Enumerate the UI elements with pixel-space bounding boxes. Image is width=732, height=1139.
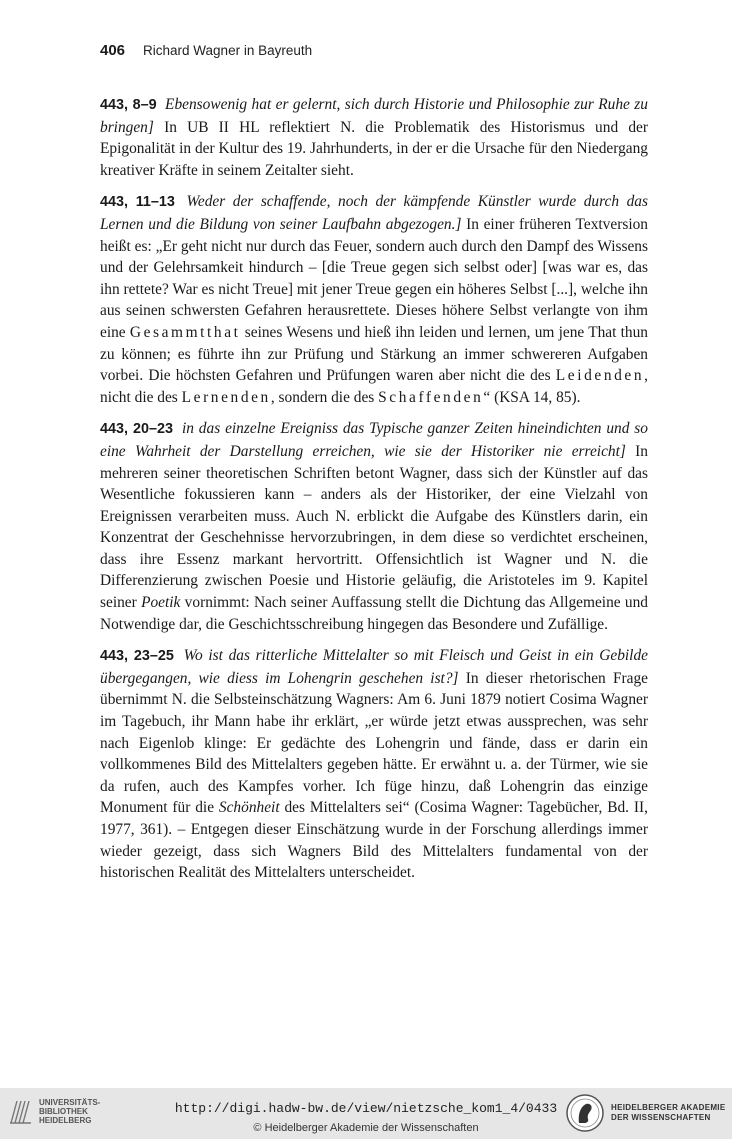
- commentary-text: In mehreren seiner theoretischen Schriften betont Wagner, dass sich der Künstler auf das Wesentliche fokussieren kann – anders als der Historiker, der eine Vielzahl von Ereignissen verarbeiten muss. Auch N. erblickt die Aufgabe des Künstlers darin, ein Konzentrat der Geschehnisse hervorzubringen, in dem diese so verdichtet erscheinen, dass ihre Essenz markant hervortritt. Offensichtlich ist Wagner und N. die Differenzierung zwischen Poesie und Historie geläufig, die Aristoteles im 9. Kapitel seiner: [100, 442, 648, 612]
- library-logo-line: BIBLIOTHEK: [39, 1106, 88, 1116]
- academy-logo-line: DER WISSENSCHAFTEN: [611, 1113, 711, 1122]
- spaced-emphasis: Lernenden: [181, 388, 271, 406]
- academy-logo: [565, 1093, 725, 1133]
- commentary-text: vornimmt: Nach seiner Auffassung stellt die Dichtung das Allgemeine und Notwendige dar, die Geschichtsschreibung hingegen das Besondere und Zufällige.: [100, 594, 648, 633]
- running-title: Richard Wagner in Bayreuth: [143, 43, 313, 58]
- line-reference: 443, 8–9: [100, 97, 157, 113]
- commentary-text: des Mittelalters sei“ (Cosima Wagner: Tagebücher, Bd. II, 1977, 361). – Entgegen dieser Einschätzung wurde in der Forschung allerdings immer wieder gezeigt, dass sich Wagners Bild des Mittelalters fundamental von der historischen Realität des Mittelalters unterscheidet.: [100, 799, 648, 882]
- academy-seal-icon: [565, 1093, 605, 1133]
- commentary-text: seines Wesens und hieß ihn leiden und lernen, um jene That thun zu können; es führte ihn zur Prüfung und Stärkung an immer schwereren Aufgaben vorbei. Die höchsten Gefahren und Prüfungen waren aber nicht die des: [100, 323, 648, 385]
- page-header: [100, 42, 648, 66]
- spaced-emphasis: Leidenden: [555, 367, 645, 385]
- commentary-body: [100, 94, 648, 894]
- line-reference: 443, 23–25: [100, 648, 174, 665]
- emphasis: Schönheit: [218, 799, 280, 817]
- commentary-text: In dieser rhetorischen Frage übernimmt N. die Selbsteinschätzung Wagners: Am 6. Juni 1879 notiert Cosima Wagner im Tagebuch, ihr Mann habe ihr erklärt, „er würde jetzt etwas aussprechen, was sehr nach Eigenlob klinge: Er gedächte des Lohengrin und fände, dass er darin ein vollkommenes Bild des Mittelalters gegeben hätte. Er erwähnt u. a. der Türmer, wie sie da rufen, auch des Kampfes vorher. Ich füge hinzu, daß Lohengrin das einzige Monument für die: [100, 669, 648, 817]
- spaced-emphasis: Schaffenden: [378, 388, 484, 406]
- commentary-text: In UB II HL reflektiert N. die Problematik des Historismus und der Epigonalität in der Kultur des 19. Jahrhunderts, in der er die Ursache für den Niedergang kreativer Kräfte in seinem Zeitalter sieht.: [100, 118, 648, 179]
- lemma: in das einzelne Ereigniss das Typische ganzer Zeiten hineindichten und so eine Wahrheit der Darstellung erreichen, wie sie der Historiker nie erreicht]: [100, 420, 648, 460]
- work-title: Poetik: [141, 594, 181, 612]
- line-reference: 443, 20–23: [100, 421, 174, 438]
- commentary-text: “ (KSA 14, 85).: [483, 388, 581, 406]
- commentary-text: In einer früheren Textversion heißt es: „Er geht nicht nur durch das Feuer, sondern auch durch den Dampf des Wissens und der Gelehrsamkeit hindurch – [die Treue gegen sich selbst oder] [was war es, das ihn rettete? War es nicht Treue] mit jener Treue gegen ein höheres Selbst [...], welche ihn aus seinen schwersten Gefahren herausrettete. Dieses höhere Selbst verlangte von ihm eine: [100, 215, 648, 341]
- commentary-entry-4: [100, 645, 648, 884]
- library-logo-line: HEIDELBERG: [39, 1115, 92, 1125]
- lemma: Weder der schaffende, noch der kämpfende Künstler wurde durch das Lernen und die Bildung von seiner Laufbahn abgezogen.]: [100, 193, 648, 233]
- commentary-entry-3: [100, 418, 648, 635]
- copyright-notice: © Heidelberger Akademie der Wissenschaften: [253, 1122, 479, 1134]
- spaced-emphasis: Gesammtthat: [129, 323, 241, 341]
- lemma: Wo ist das ritterliche Mittelalter so mit Fleisch und Geist in ein Gebilde übergegangen, wie diess im Lohengrin geschehen ist?]: [100, 647, 648, 687]
- source-url[interactable]: http://digi.hadw-bw.de/view/nietzsche_kom1_4/0433: [174, 1101, 558, 1116]
- commentary-entry-1: [100, 94, 648, 181]
- lemma: Ebensowenig hat er gelernt, sich durch Historie und Philosophie zur Ruhe zu bringen]: [100, 96, 648, 136]
- line-reference: 443, 11–13: [100, 194, 175, 211]
- commentary-text: , sondern die des: [270, 388, 379, 406]
- page-number: 406: [100, 42, 126, 59]
- library-logo-line: UNIVERSITÄTS-: [39, 1097, 101, 1107]
- commentary-entry-2: [100, 191, 648, 408]
- commentary-text: , nicht die des: [100, 367, 648, 406]
- footer-bar: [0, 1088, 732, 1139]
- academy-logo-line: HEIDELBERGER AKADEMIE: [611, 1103, 726, 1112]
